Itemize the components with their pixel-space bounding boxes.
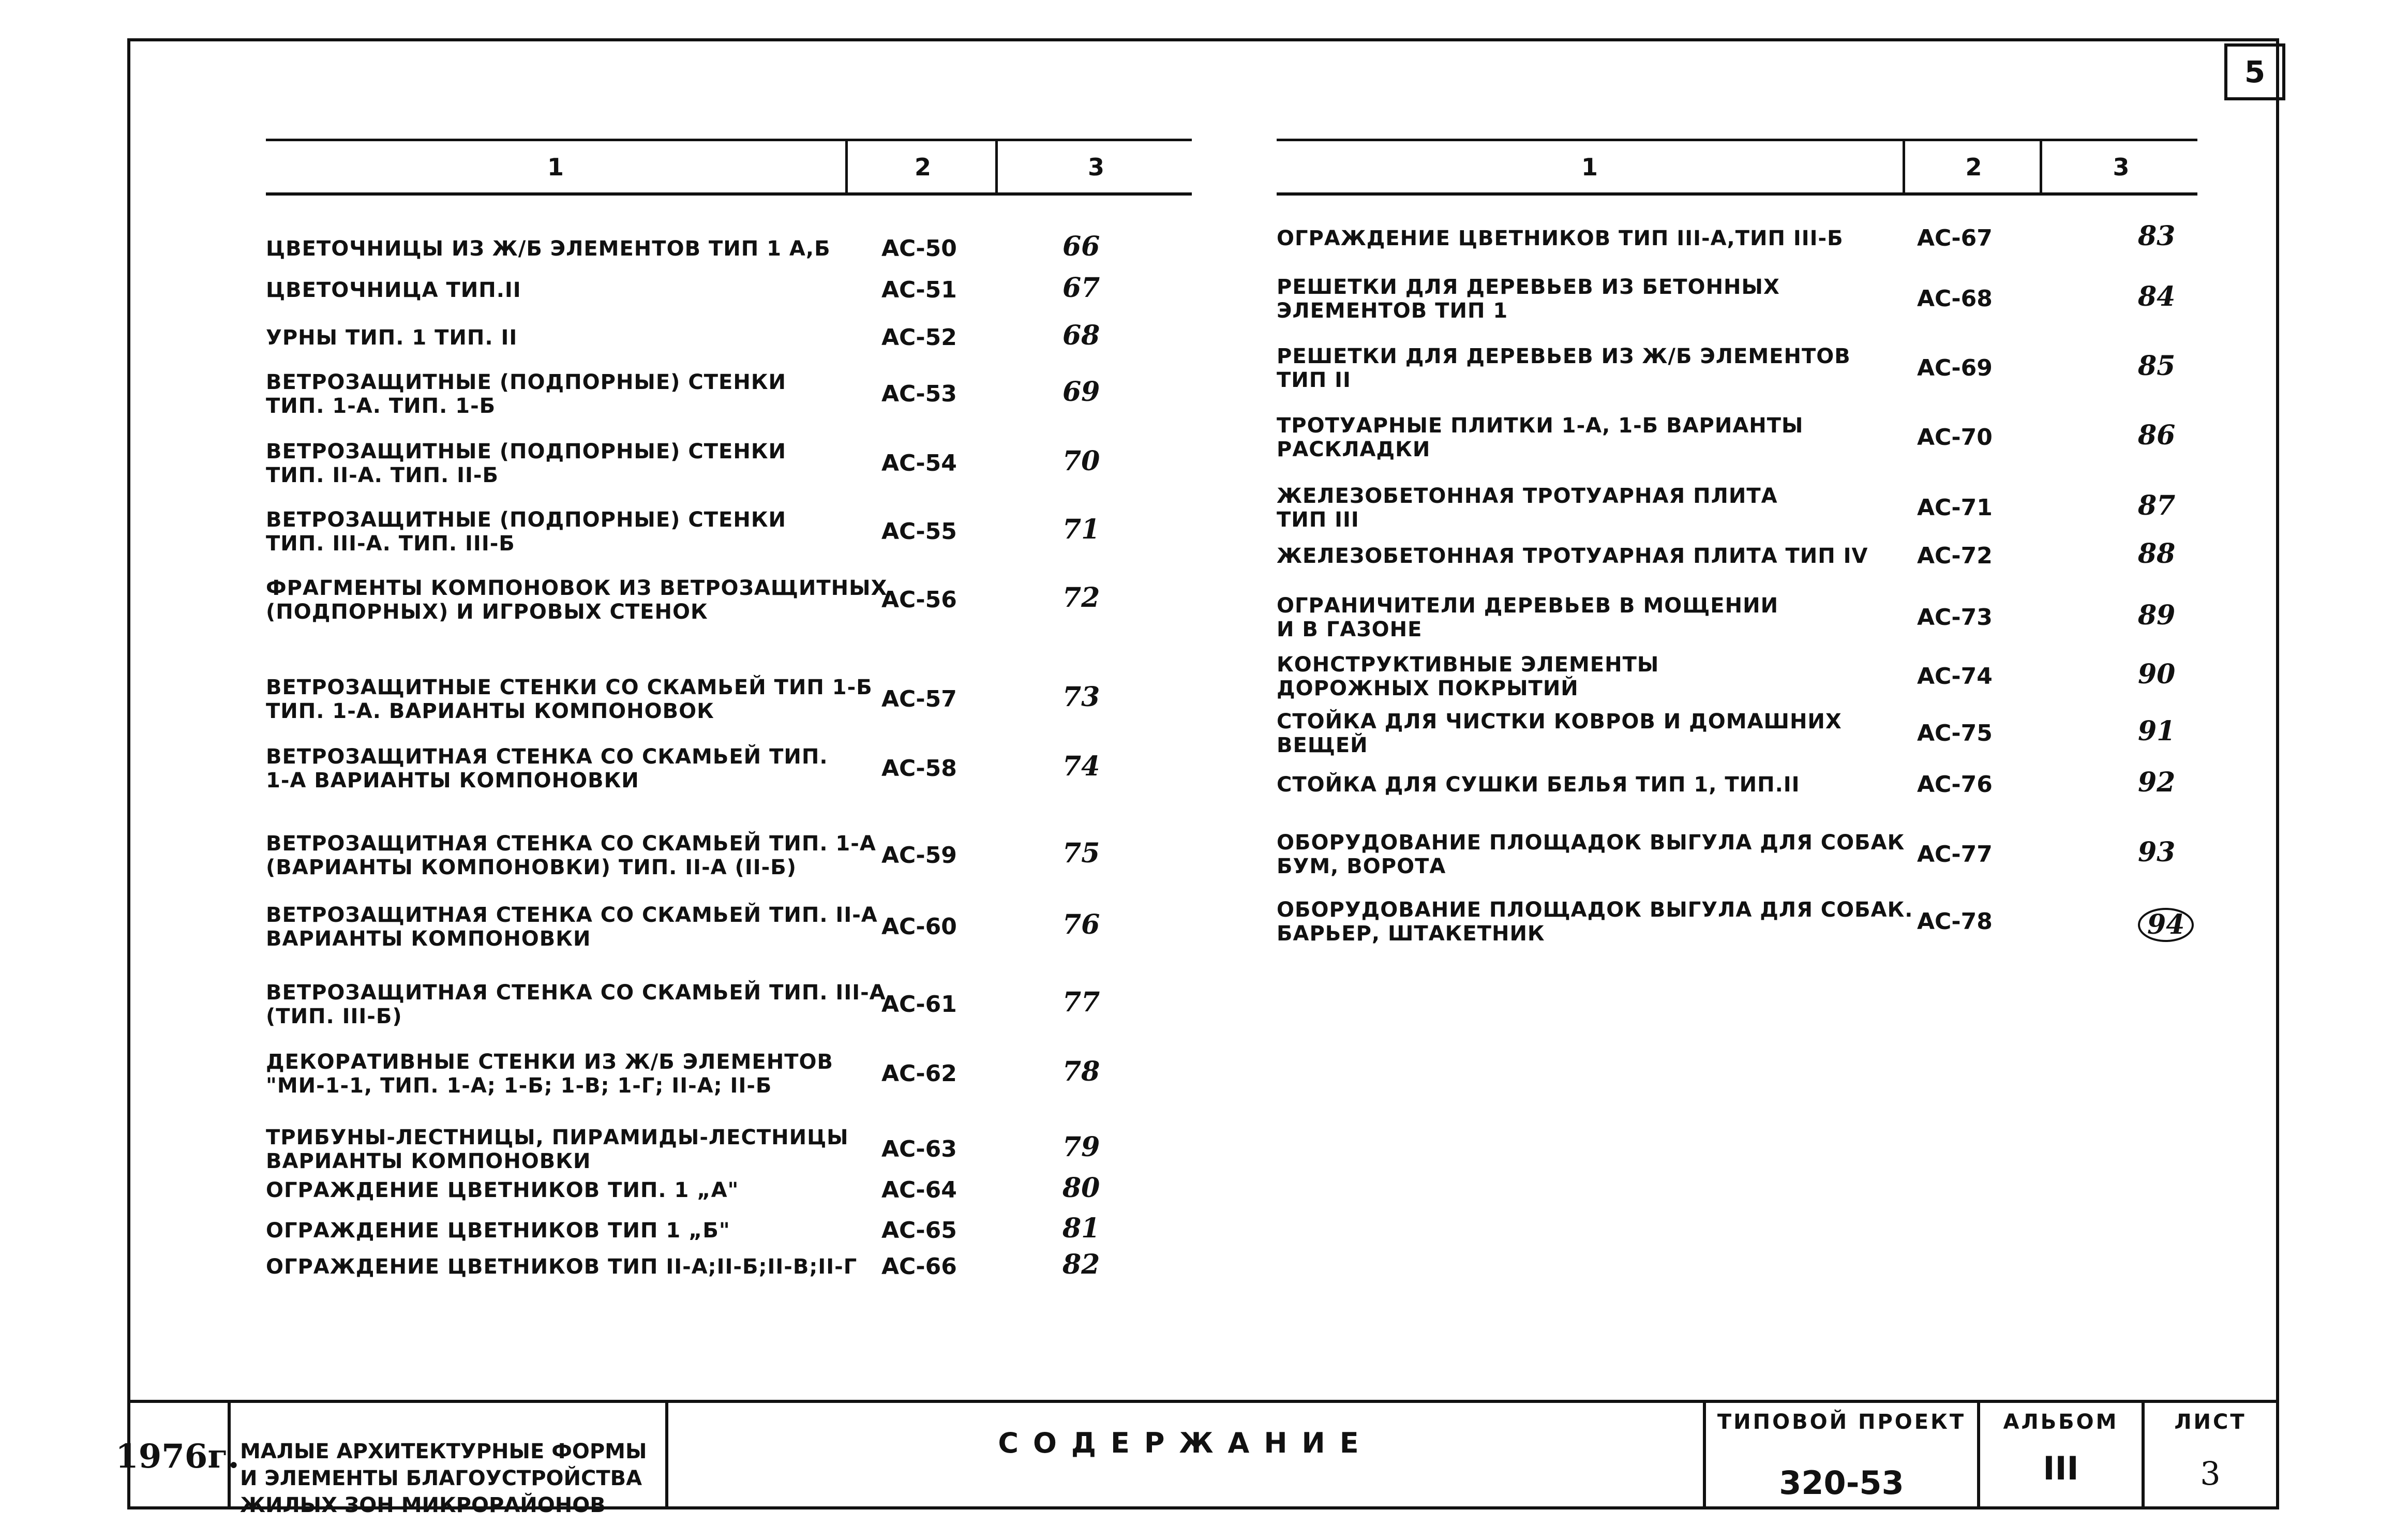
row-title: ОГРАЖДЕНИЕ ЦВЕТНИКОВ ТИП 1 „Б" [266, 1219, 730, 1243]
row-page-number: 90 [2138, 659, 2176, 690]
row-page-number: 76 [1062, 909, 1100, 940]
row-title: ВЕТРОЗАЩИТНЫЕ (ПОДПОРНЫЕ) СТЕНКИ ТИП. III-А. ТИП. III-Б [266, 508, 787, 556]
row-sheet-code: АС-71 [1917, 495, 1993, 521]
row-page-number: 77 [1062, 986, 1100, 1018]
row-title: ФРАГМЕНТЫ КОМПОНОВОК ИЗ ВЕТРОЗАЩИТНЫХ (ПОДПОРНЫХ) И ИГРОВЫХ СТЕНОК [266, 576, 888, 624]
row-page-number: 79 [1062, 1131, 1100, 1163]
project-cell [1706, 1403, 1980, 1509]
row-sheet-code: АС-70 [1917, 424, 1993, 451]
sheet-number-box [2224, 43, 2285, 100]
row-sheet-code: АС-66 [881, 1253, 957, 1280]
row-sheet-code: АС-67 [1917, 225, 1993, 251]
row-sheet-code: АС-53 [881, 381, 957, 407]
header-col-3: 3 [2040, 141, 2200, 192]
row-sheet-code: АС-56 [881, 587, 957, 613]
album-cell [1980, 1403, 2145, 1509]
sheet-number: 5 [2244, 54, 2266, 89]
row-page-number: 91 [2138, 715, 2176, 747]
row-sheet-code: АС-65 [881, 1217, 957, 1244]
row-sheet-code: АС-62 [881, 1060, 957, 1087]
row-title: ВЕТРОЗАЩИТНАЯ СТЕНКА СО СКАМЬЕЙ ТИП. III-А (ТИП. III-Б) [266, 981, 886, 1028]
row-title: ДЕКОРАТИВНЫЕ СТЕНКИ ИЗ Ж/Б ЭЛЕМЕНТОВ "МИ-1-1, ТИП. 1-А; 1-Б; 1-В; 1-Г; II-А; II-Б [266, 1050, 833, 1098]
row-page-number: 78 [1062, 1056, 1100, 1087]
row-title: ЦВЕТОЧНИЦА ТИП.II [266, 278, 521, 302]
row-title: СТОЙКА ДЛЯ ЧИСТКИ КОВРОВ И ДОМАШНИХ ВЕЩЕЙ [1277, 710, 1842, 757]
row-page-number: 81 [1062, 1213, 1100, 1244]
row-title: РЕШЕТКИ ДЛЯ ДЕРЕВЬЕВ ИЗ Ж/Б ЭЛЕМЕНТОВ ТИП II [1277, 345, 1851, 392]
row-page-number: 87 [2138, 490, 2176, 521]
row-title: РЕШЕТКИ ДЛЯ ДЕРЕВЬЕВ ИЗ БЕТОННЫХ ЭЛЕМЕНТОВ ТИП 1 [1277, 275, 1780, 323]
sheet-value: 3 [2200, 1455, 2221, 1492]
row-page-number: 68 [1062, 320, 1100, 351]
row-title: ОГРАЖДЕНИЕ ЦВЕТНИКОВ ТИП II-А;II-Б;II-В;II-Г [266, 1255, 858, 1279]
row-title: ВЕТРОЗАЩИТНАЯ СТЕНКА СО СКАМЬЕЙ ТИП. 1-А ВАРИАНТЫ КОМПОНОВКИ [266, 745, 828, 793]
sheet-cell [2145, 1403, 2276, 1509]
row-page-number: 85 [2138, 350, 2176, 382]
title-block [115, 1400, 2279, 1517]
row-sheet-code: АС-73 [1917, 604, 1993, 631]
row-page-number: 86 [2138, 420, 2176, 451]
row-page-number: 92 [2138, 767, 2176, 798]
row-sheet-code: АС-74 [1917, 663, 1993, 690]
table-header-left [266, 139, 1192, 196]
row-page-number: 83 [2138, 220, 2176, 252]
row-title: ЦВЕТОЧНИЦЫ ИЗ Ж/Б ЭЛЕМЕНТОВ ТИП 1 А,Б [266, 237, 831, 261]
row-sheet-code: АС-61 [881, 991, 957, 1018]
row-title: СТОЙКА ДЛЯ СУШКИ БЕЛЬЯ ТИП 1, ТИП.II [1277, 773, 1800, 797]
row-page-number: 94 [2138, 908, 2194, 942]
year-cell [115, 1403, 240, 1509]
organization-cell [231, 1403, 668, 1517]
row-sheet-code: АС-52 [881, 324, 957, 351]
row-title: УРНЫ ТИП. 1 ТИП. II [266, 326, 518, 350]
row-title: ВЕТРОЗАЩИТНАЯ СТЕНКА СО СКАМЬЕЙ ТИП. II-А ВАРИАНТЫ КОМПОНОВКИ [266, 903, 878, 951]
row-title: ВЕТРОЗАЩИТНАЯ СТЕНКА СО СКАМЬЕЙ ТИП. 1-А (ВАРИАНТЫ КОМПОНОВКИ) ТИП. II-А (II-Б) [266, 832, 876, 879]
row-title: ОБОРУДОВАНИЕ ПЛОЩАДОК ВЫГУЛА ДЛЯ СОБАК БУМ, ВОРОТА [1277, 831, 1905, 878]
row-sheet-code: АС-59 [881, 842, 957, 869]
row-page-number: 80 [1062, 1172, 1100, 1204]
row-page-number: 89 [2138, 600, 2176, 631]
row-sheet-code: АС-60 [881, 914, 957, 940]
row-page-number: 70 [1062, 445, 1100, 477]
sheet-title-cell [668, 1403, 1706, 1509]
row-page-number: 67 [1062, 272, 1100, 304]
row-title: КОНСТРУКТИВНЫЕ ЭЛЕМЕНТЫ ДОРОЖНЫХ ПОКРЫТИЙ [1277, 653, 1659, 700]
sheet-title: СОДЕРЖАНИЕ [998, 1427, 1373, 1459]
row-title: ОБОРУДОВАНИЕ ПЛОЩАДОК ВЫГУЛА ДЛЯ СОБАК. БАРЬЕР, ШТАКЕТНИК [1277, 898, 1913, 946]
project-number: 320-53 [1779, 1464, 1904, 1502]
header-col-3: 3 [995, 141, 1194, 192]
row-title: ОГРАЖДЕНИЕ ЦВЕТНИКОВ ТИП. 1 „А" [266, 1178, 739, 1202]
row-sheet-code: АС-77 [1917, 841, 1993, 868]
row-page-number: 73 [1062, 681, 1100, 713]
row-page-number: 69 [1062, 376, 1100, 408]
header-col-1: 1 [1581, 153, 1598, 181]
row-page-number: 93 [2138, 836, 2176, 868]
row-sheet-code: АС-76 [1917, 771, 1993, 798]
row-sheet-code: АС-58 [881, 755, 957, 782]
row-title: ВЕТРОЗАЩИТНЫЕ (ПОДПОРНЫЕ) СТЕНКИ ТИП. 1-А. ТИП. 1-Б [266, 370, 787, 418]
row-title: ТРОТУАРНЫЕ ПЛИТКИ 1-А, 1-Б ВАРИАНТЫ РАСКЛАДКИ [1277, 414, 1804, 461]
row-title: ВЕТРОЗАЩИТНЫЕ СТЕНКИ СО СКАМЬЕЙ ТИП 1-Б ТИП. 1-А. ВАРИАНТЫ КОМПОНОВОК [266, 676, 873, 723]
album-number: III [2043, 1449, 2079, 1487]
project-label: ТИПОВОЙ ПРОЕКТ [1717, 1410, 1966, 1434]
row-page-number: 72 [1062, 582, 1100, 614]
row-page-number: 66 [1062, 231, 1100, 262]
row-page-number: 71 [1062, 514, 1100, 545]
row-sheet-code: АС-54 [881, 450, 957, 476]
row-page-number: 82 [1062, 1249, 1100, 1280]
row-sheet-code: АС-72 [1917, 543, 1993, 569]
row-sheet-code: АС-78 [1917, 908, 1993, 935]
row-title: ОГРАЖДЕНИЕ ЦВЕТНИКОВ ТИП III-А,ТИП III-Б [1277, 227, 1844, 250]
row-sheet-code: АС-63 [881, 1136, 957, 1162]
row-sheet-code: АС-68 [1917, 286, 1993, 312]
row-sheet-code: АС-64 [881, 1177, 957, 1203]
table-header-right [1277, 139, 2197, 196]
row-sheet-code: АС-50 [881, 235, 957, 262]
row-title: ВЕТРОЗАЩИТНЫЕ (ПОДПОРНЫЕ) СТЕНКИ ТИП. II-А. ТИП. II-Б [266, 440, 787, 487]
row-title: ЖЕЛЕЗОБЕТОННАЯ ТРОТУАРНАЯ ПЛИТА ТИП III [1277, 484, 1778, 532]
row-sheet-code: АС-75 [1917, 720, 1993, 746]
organization-text: МАЛЫЕ АРХИТЕКТУРНЫЕ ФОРМЫ И ЭЛЕМЕНТЫ БЛАГОУСТРОЙСТВА ЖИЛЫХ ЗОН МИКРОРАЙОНОВ [240, 1440, 647, 1517]
row-sheet-code: АС-57 [881, 686, 957, 712]
header-col-2: 2 [845, 141, 998, 192]
row-title: ЖЕЛЕЗОБЕТОННАЯ ТРОТУАРНАЯ ПЛИТА ТИП IV [1277, 544, 1868, 568]
row-page-number: 75 [1062, 838, 1100, 869]
row-title: ОГРАНИЧИТЕЛИ ДЕРЕВЬЕВ В МОЩЕНИИ И В ГАЗОНЕ [1277, 594, 1779, 641]
header-col-1: 1 [547, 153, 564, 181]
album-label: АЛЬБОМ [2003, 1410, 2119, 1434]
sheet-label: ЛИСТ [2174, 1410, 2247, 1434]
row-page-number: 88 [2138, 538, 2176, 570]
row-page-number: 74 [1062, 751, 1100, 782]
row-title: ТРИБУНЫ-ЛЕСТНИЦЫ, ПИРАМИДЫ-ЛЕСТНИЦЫ ВАРИАНТЫ КОМПОНОВКИ [266, 1126, 849, 1173]
row-sheet-code: АС-69 [1917, 355, 1993, 381]
year: 1976г. [115, 1437, 240, 1476]
row-page-number: 84 [2138, 281, 2176, 312]
row-sheet-code: АС-51 [881, 277, 957, 303]
row-sheet-code: АС-55 [881, 518, 957, 545]
header-col-2: 2 [1903, 141, 2042, 192]
